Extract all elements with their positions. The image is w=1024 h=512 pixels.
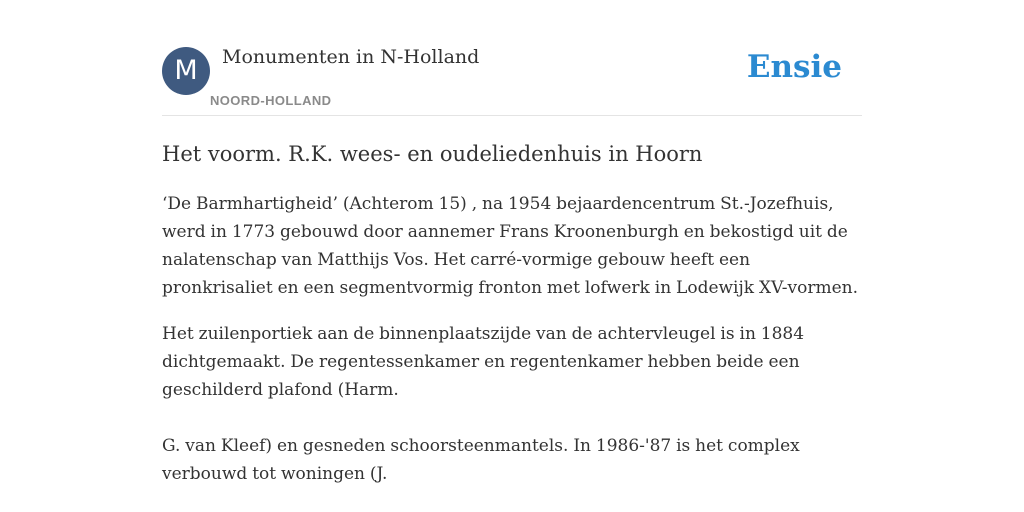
avatar[interactable]: M <box>162 47 210 95</box>
article-paragraph-1: ‘De Barmhartigheid’ (Achterom 15) , na 1954 bejaardencentrum St.-Jozefhuis, werd in 1773 gebouwd door aannemer Frans Kroonenburgh en bekostigd uit de nalatenschap van Matthijs Vos. Het carré-vormige gebouw heeft een pronkrisaliet en een segmentvormig fronton met lofwerk in Lodewijk XV-vormen. <box>162 194 859 298</box>
article-paragraph-2: Het zuilenportiek aan de binnenplaatszijde van de achtervleugel is in 1884 dichtgemaakt. De regentessenkamer en regentenkamer hebben beide een geschilderd plafond (Harm. <box>162 324 805 400</box>
collection-title[interactable]: Monumenten in N-Holland <box>222 46 480 68</box>
article-paragraph-3: G. van Kleef) en gesneden schoorsteenmantels. In 1986-'87 is het complex verbouwd tot woningen (J. <box>162 436 800 484</box>
article-title: Het voorm. R.K. wees- en oudeliedenhuis in Hoorn <box>162 142 703 166</box>
article-card <box>162 46 862 488</box>
brand-logo[interactable]: Ensie <box>746 49 842 85</box>
card-header <box>162 46 862 115</box>
collection-subtitle: NOORD-HOLLAND <box>210 93 332 108</box>
header-divider <box>162 115 862 116</box>
